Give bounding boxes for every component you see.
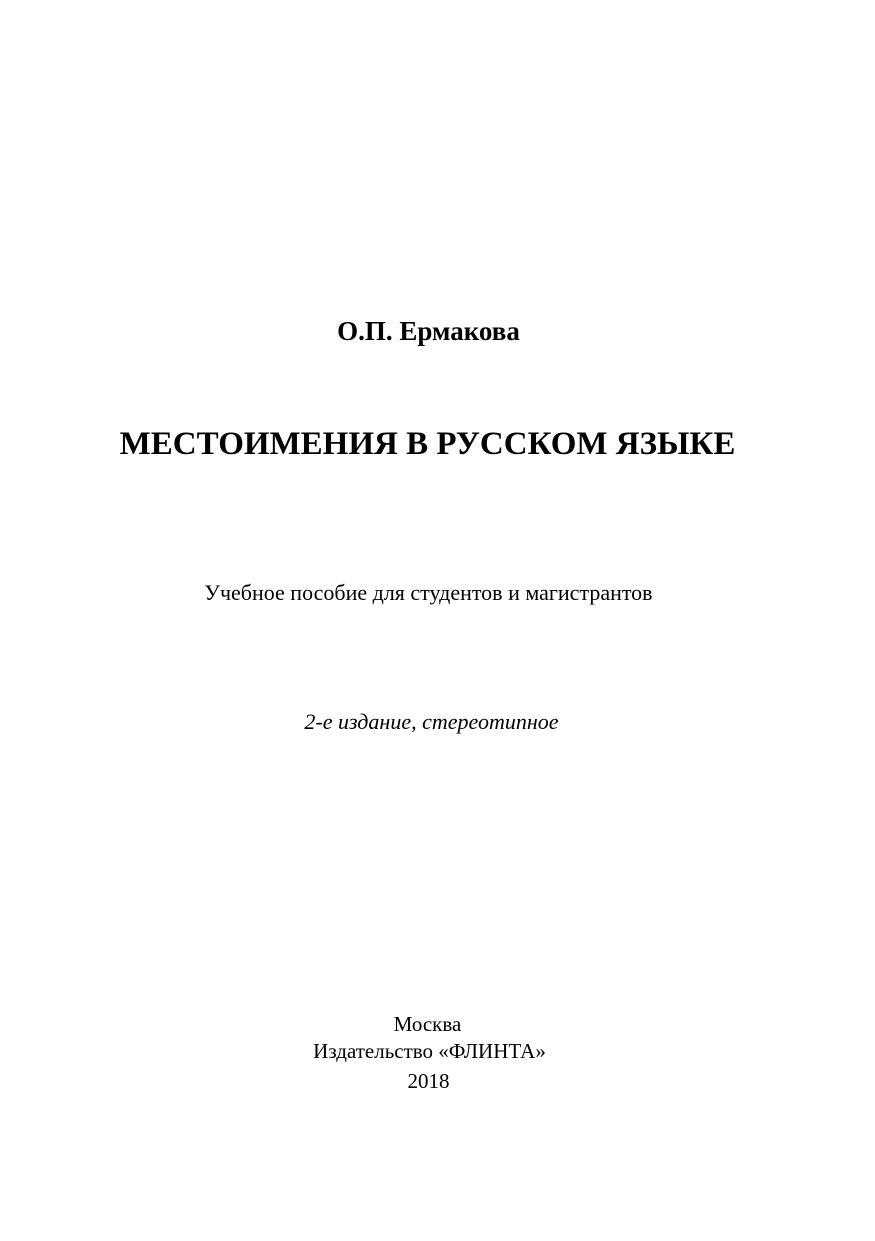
imprint-year: 2018 [407,1069,450,1093]
book-title: МЕСТОИМЕНИЯ В РУССКОМ ЯЗЫКЕ [119,426,736,462]
imprint-publisher: Издательство «ФЛИНТА» [313,1039,546,1063]
imprint-city: Москва [393,1012,462,1036]
book-subtitle: Учебное пособие для студентов и магистрантов [204,580,653,605]
edition-note: 2-е издание, стереотипное [304,709,559,734]
author-name: О.П. Ермакова [337,316,520,346]
